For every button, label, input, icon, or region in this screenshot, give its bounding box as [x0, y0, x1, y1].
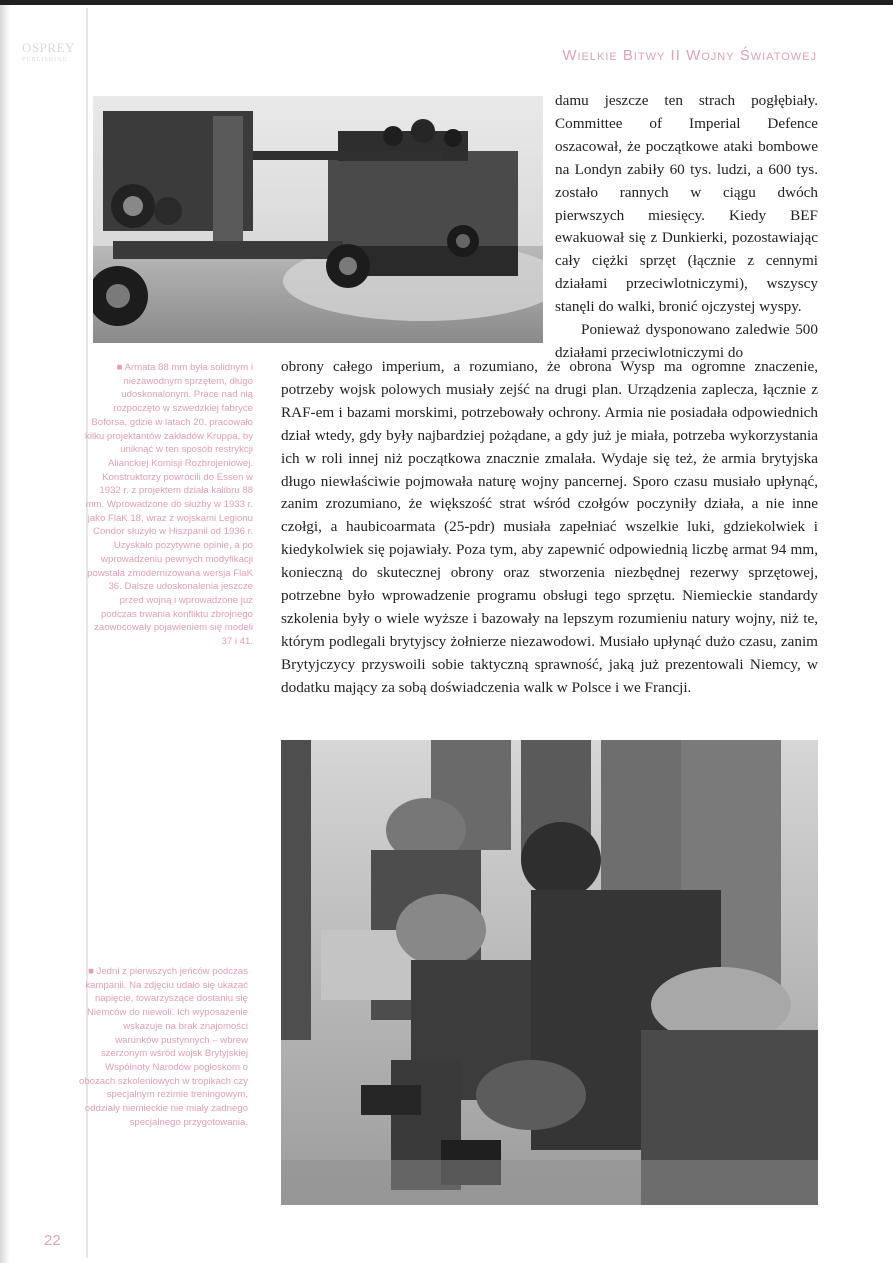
photo-caption-gun: ■ Armata 88 mm była solidnym i niezawodnym sprzętem, długo udoskonalonym. Prace nad nią rozpoczęto w szwedzkiej fabryce Boforsa, gdzie w latach 20. pracowało kilku projektantów zakładów Kruppa, by uniknąć w ten sposób restrykcji Alianckiej Komisji Rozbrojeniowej. Konstruktorzy powrócili do Essen w 1932 r. z projektem działa kalibru 88 mm. Wprowadzone do służby w 1933 r. jako FlaK 18, wraz z wojskami Legionu Condor służyło w Hiszpanii od 1936 r. Uzyskało pozytywne opinie, a po wprowadzeniu pewnych modyfikacji powstała zmodernizowana wersja FlaK 36. Dalsze udoskonalenia jeszcze przed wojną i wprowadzone już podczas trwania konfliktu zbrojnego zaowocowały pojawieniem się modeli 37 i 41. [85, 362, 253, 648]
body-paragraph-2-rest: obrony całego imperium, a rozumiano, że obrona Wysp ma ogromne znaczenie, potrzeby wojsk polowych musiały zejść na drugi plan. Urządzenia zaplecza, łącznie z RAF-em i bazami morskimi, potrzebowały ochrony. Armia nie posiadała odpowiednich dział wtedy, gdy były najbardziej pożądane, a gdy już je miała, potrzeba wykorzystania ich w roli innej niż początkowa znacznie zmalała. Wydaje się też, że armia brytyjska długo niewłaściwie pojmowała naturę wojny pancernej. Sporo czasu musiało upłynąć, zanim zrozumiano, że większość strat wśród czołgów poczyniły działa, a nie inne czołgi, a haubicoarmata (25-pdr) musiała zapełniać wszelkie luki, gdziekolwiek i kiedykolwiek się pojawiały. Poza tym, aby zapewnić odpowiednią liczbę armat 94 mm, konieczną do skutecznej obrony oraz stworzenia niezbędnej rezerwy sprzętowej, potrzebne było wprowadzenie programu obsługi tego sprzętu. Niemieckie standardy szkolenia były o wiele wyższe i bazowały na lepszym rozumieniu natury wojny, niż te, którym podlegali brytyjscy żołnierze niezawodowi. Musiało upłynąć dużo czasu, zanim Brytyjczycy przyswoili sobie taktyczną sprawność, jaką już prezentowali Niemcy, w dodatku mający za sobą doświadczenia walk w Polsce i we Francji. [281, 358, 818, 696]
running-header: Wielkie Bitwy II Wojny Światowej [562, 47, 817, 64]
prisoners-photo-icon [281, 740, 818, 1205]
gutter-shadow [0, 5, 10, 1263]
top-rule [0, 0, 893, 5]
body-paragraph-1: damu jeszcze ten strach pogłębiały. Committee of Imperial Defence oszacował, że początkowe ataki bombowe na Londyn zabiły 60 tys. ludzi, a 600 tys. zostało rannych w ciągu dwóch pierwszych miesięcy. Kiedy BEF ewakuował się z Dunkierki, pozostawiając cały ciężki sprzęt (łącznie z cennymi działami przeciwlotniczymi), wszyscy stanęli do walki, bronić ojczystej wyspy. [555, 92, 818, 316]
publisher-logo [22, 40, 84, 63]
anti-aircraft-gun-photo-icon [93, 96, 543, 343]
body-paragraph-2-start: Ponieważ dysponowano zaledwie 500 działami przeciwlotniczymi do [555, 321, 818, 361]
publisher-logo-sub: PUBLISHING [22, 57, 68, 63]
publisher-logo-name: OSPREY [22, 40, 75, 55]
prisoners-photo [281, 740, 818, 1205]
body-column-right [555, 90, 818, 365]
photo-caption-prisoners: ■ Jedni z pierwszych jeńców podczas kampanii. Na zdjęciu udało się ukazać napięcie, towarzyszące dostaniu się Niemców do niewoli. Ich wyposażenie wskazuje na brak znajomości warunków pustynnych – wbrew szerzonym wśród wojsk Brytyjskiej Wspólnoty Narodów pogłoskom o obozach szkoleniowych w tropikach czy specjalnym reżimie treningowym, oddziały niemieckie nie miały żadnego specjalnego przygotowania. [78, 966, 248, 1128]
page-number: 22 [44, 1232, 61, 1249]
anti-aircraft-gun-photo [93, 96, 543, 343]
body-column-wide [281, 356, 818, 700]
